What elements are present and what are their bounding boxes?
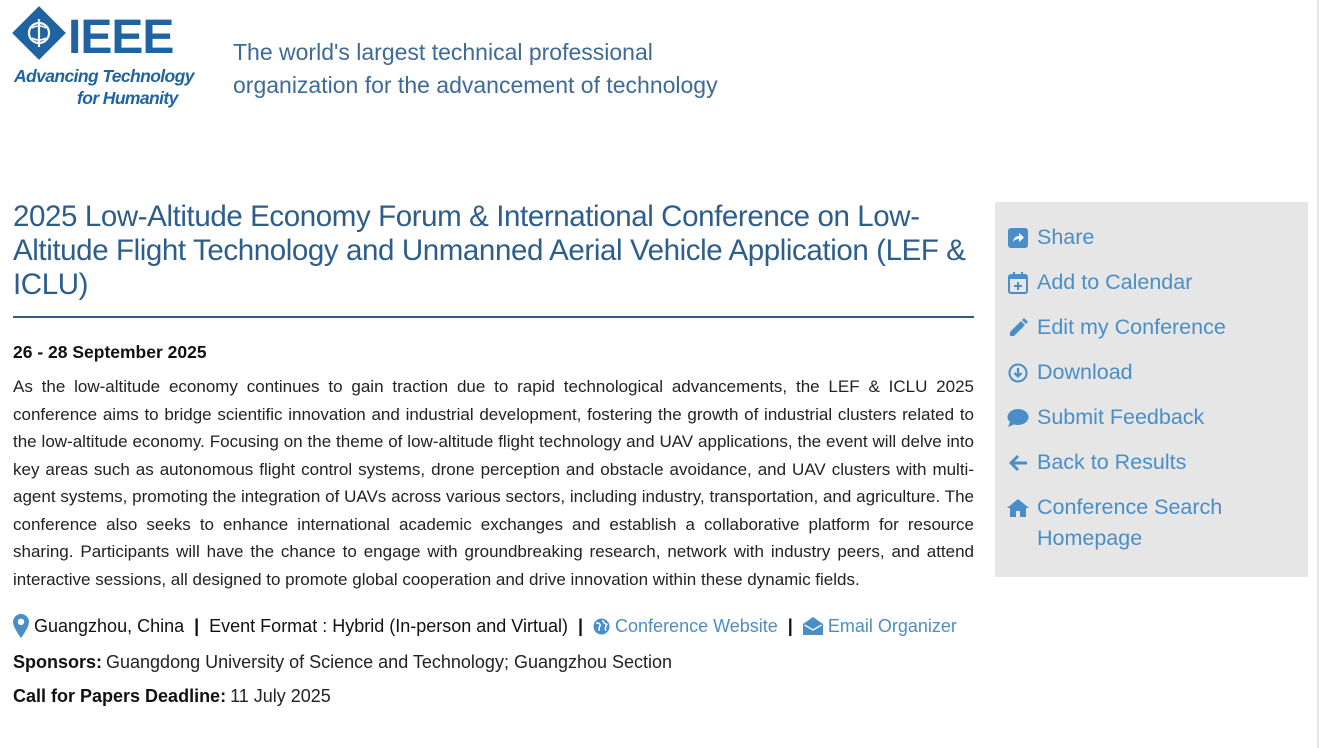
event-format: Event Format : Hybrid (In-person and Virtual) xyxy=(209,616,568,636)
pencil-icon xyxy=(1007,312,1029,343)
site-tagline xyxy=(233,36,718,102)
conference-dates: 26 - 28 September 2025 xyxy=(13,342,207,362)
sponsors-label: Sponsors: xyxy=(13,652,103,672)
sidebar-item-label[interactable]: Conference Search Homepage xyxy=(1037,495,1223,550)
conference-location: Guangzhou, China xyxy=(34,616,185,636)
ieee-logo[interactable] xyxy=(12,6,197,110)
meta-separator: | xyxy=(577,616,584,636)
conference-title: 2025 Low-Altitude Economy Forum & International Conference on Low-Altitude Flight Technology and Unmanned Aerial Vehicle Application (LEF & ICLU) xyxy=(13,200,974,318)
svg-text:for Humanity: for Humanity xyxy=(77,88,178,108)
sidebar-item-label[interactable]: Download xyxy=(1037,360,1133,384)
sidebar-item-add-to-calendar[interactable] xyxy=(1007,267,1296,298)
globe-icon xyxy=(593,618,610,635)
sidebar-item-back-to-results[interactable] xyxy=(1007,447,1296,478)
svg-text:Advancing Technology: Advancing Technology xyxy=(14,66,194,86)
conference-website-label[interactable]: Conference Website xyxy=(615,616,778,636)
site-header xyxy=(0,0,1319,130)
cfp-deadline-label: Call for Papers Deadline: xyxy=(13,686,227,706)
sidebar-item-download[interactable] xyxy=(1007,357,1296,388)
comment-icon xyxy=(1007,402,1029,433)
cfp-deadline-value: 11 July 2025 xyxy=(230,686,331,706)
email-organizer-label[interactable]: Email Organizer xyxy=(827,616,957,636)
sidebar-item-label[interactable]: Back to Results xyxy=(1037,450,1187,474)
conference-details xyxy=(13,200,974,707)
actions-sidebar xyxy=(995,202,1308,577)
sponsors-value: Guangdong University of Science and Technology; Guangzhou Section xyxy=(106,652,673,672)
svg-text:IEEE: IEEE xyxy=(68,11,174,64)
email-organizer-link[interactable] xyxy=(803,613,957,639)
sidebar-item-edit-conference[interactable] xyxy=(1007,312,1296,343)
sidebar-item-label[interactable]: Submit Feedback xyxy=(1037,405,1205,429)
conference-website-link[interactable] xyxy=(593,613,778,639)
envelope-open-icon xyxy=(803,617,823,635)
arrow-left-icon xyxy=(1007,447,1029,478)
sidebar-item-submit-feedback[interactable] xyxy=(1007,402,1296,433)
calendar-add-icon xyxy=(1007,267,1029,298)
tagline-line-1: The world's largest technical professional xyxy=(233,39,653,65)
map-marker-icon xyxy=(13,614,29,638)
sidebar-item-label[interactable]: Share xyxy=(1037,225,1095,249)
sidebar-item-share[interactable] xyxy=(1007,222,1296,253)
meta-separator: | xyxy=(194,616,200,636)
sponsors-row xyxy=(13,651,974,673)
conference-meta-line xyxy=(13,613,974,639)
sidebar-item-label[interactable]: Edit my Conference xyxy=(1037,315,1226,339)
conference-description: As the low-altitude economy continues to gain traction due to rapid technological advancements, the LEF & ICLU 2025 conference aims to bridge scientific innovation and industrial development, fostering the growth of industrial clusters related to the low-altitude economy. Focusing on the theme of low-altitude flight technology and UAV applications, the event will delve into key areas such as autonomous flight control systems, drone perception and obstacle avoidance, and UAV clusters with multi-agent systems, promoting the integration of UAVs across various sectors, including industry, transportation, and agriculture. The conference also seeks to enhance international academic exchanges and establish a collaborative platform for resource sharing. Participants will have the chance to engage with groundbreaking research, network with industry peers, and attend interactive sessions, all designed to promote global cooperation and drive innovation within these dynamic fields. xyxy=(13,377,974,589)
cfp-deadline-row xyxy=(13,685,974,707)
download-icon xyxy=(1007,357,1029,388)
share-icon xyxy=(1007,222,1029,253)
meta-separator: | xyxy=(787,616,793,636)
home-icon xyxy=(1007,492,1029,523)
sidebar-item-conference-search-homepage[interactable] xyxy=(1007,492,1296,554)
sidebar-item-label[interactable]: Add to Calendar xyxy=(1037,270,1193,294)
tagline-line-2: organization for the advancement of technology xyxy=(233,72,718,98)
ieee-diamond-icon xyxy=(12,6,66,60)
